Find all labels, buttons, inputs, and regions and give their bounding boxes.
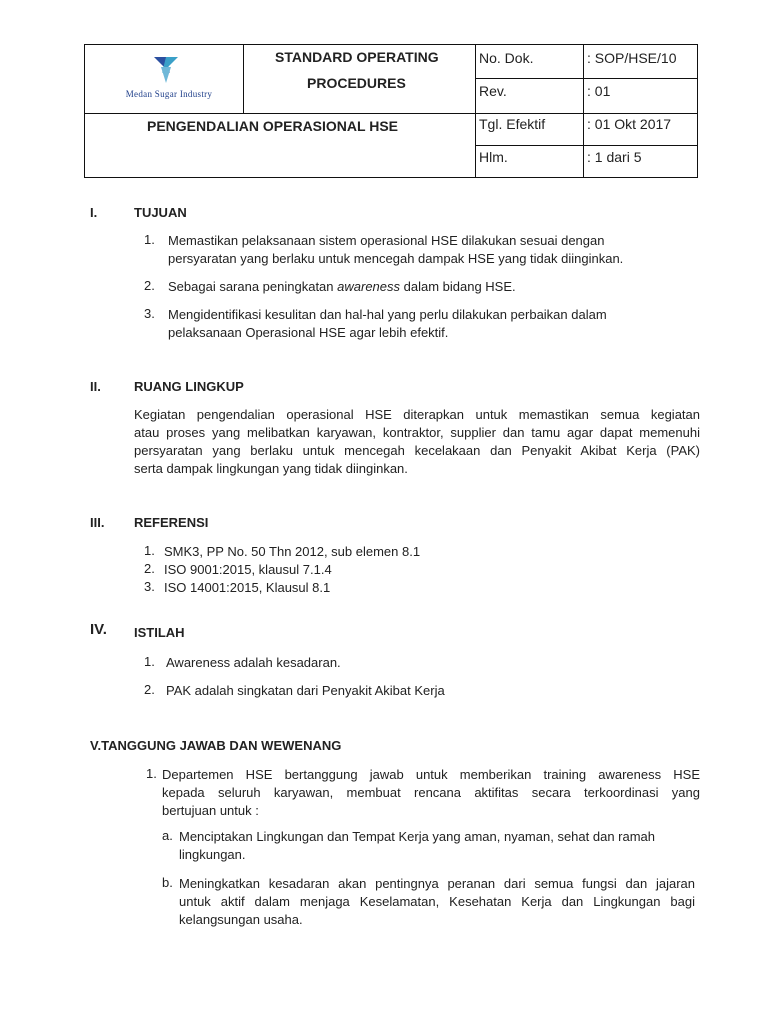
list-number: 1. bbox=[144, 232, 155, 247]
paragraph-line: serta dampak lingkungan yang tidak diinginkan. bbox=[134, 461, 408, 476]
list-number: 2. bbox=[144, 682, 155, 697]
meta-label: Tgl. Efektif bbox=[479, 116, 546, 132]
list-item-text: Sebagai sarana peningkatan bbox=[168, 279, 338, 294]
meta-value: : 01 Okt 2017 bbox=[587, 116, 672, 132]
paragraph-line: Kegiatan pengendalian operasional HSE diterapkan untuk memastikan semua kegiatan bbox=[134, 407, 700, 422]
list-number: 2. bbox=[144, 278, 155, 293]
list-item: PAK adalah singkatan dari Penyakit Akibat Kerja bbox=[166, 683, 445, 698]
company-logo bbox=[91, 53, 241, 113]
emphasis: awareness bbox=[337, 279, 401, 294]
meta-value: : SOP/HSE/10 bbox=[587, 50, 677, 66]
section-number: III. bbox=[90, 515, 105, 530]
meta-label: Rev. bbox=[479, 83, 507, 99]
section-number: II. bbox=[90, 379, 101, 394]
list-item: SMK3, PP No. 50 Thn 2012, sub elemen 8.1 bbox=[164, 544, 421, 559]
list-item-line: lingkungan. bbox=[179, 847, 246, 862]
list-number: 1. bbox=[146, 766, 157, 781]
paragraph-line: persyaratan yang berlaku untuk mencegah kecelakaan dan Penyakit Akibat Kerja (PAK) bbox=[134, 443, 700, 458]
section-title: ISTILAH bbox=[134, 625, 185, 640]
section-title: TUJUAN bbox=[134, 205, 187, 220]
divider bbox=[243, 45, 244, 113]
list-item: Awareness adalah kesadaran. bbox=[166, 655, 341, 670]
logo-mark-icon bbox=[91, 53, 241, 89]
meta-label: Hlm. bbox=[479, 149, 508, 165]
list-item-line: persyaratan yang berlaku untuk mencegah dampak HSE yang tidak diinginkan. bbox=[168, 251, 624, 266]
list-item-line: Menciptakan Lingkungan dan Tempat Kerja yang aman, nyaman, sehat dan ramah bbox=[179, 829, 656, 844]
divider bbox=[85, 113, 697, 114]
list-number: 2. bbox=[144, 561, 155, 576]
list-item bbox=[179, 875, 695, 929]
list-number: 3. bbox=[144, 306, 155, 321]
divider bbox=[475, 145, 697, 146]
section-title: RUANG LINGKUP bbox=[134, 379, 244, 394]
paragraph bbox=[134, 406, 700, 478]
meta-value: : 01 bbox=[587, 83, 611, 99]
list-number: 3. bbox=[144, 579, 155, 594]
list-number: 1. bbox=[144, 543, 155, 558]
list-item-line: Departemen HSE bertanggung jawab untuk memberikan training awareness HSE bbox=[162, 767, 700, 782]
list-item-line: untuk aktif dalam menjaga Keselamatan, Kesehatan Kerja dan Lingkungan bagi bbox=[179, 894, 695, 909]
divider bbox=[475, 78, 697, 79]
list-item bbox=[168, 232, 623, 268]
list-letter: b. bbox=[162, 875, 173, 890]
list-item-line: Mengidentifikasi kesulitan dan hal-hal yang perlu dilakukan perbaikan dalam bbox=[168, 307, 607, 322]
list-item-line: kepada seluruh karyawan, membuat rencana aktifitas secara terkoordinasi yang bbox=[162, 785, 700, 800]
section-title: V.TANGGUNG JAWAB DAN WEWENANG bbox=[90, 738, 342, 753]
divider bbox=[583, 45, 584, 177]
doc-type-line2: PROCEDURES bbox=[307, 75, 406, 91]
doc-title: PENGENDALIAN OPERASIONAL HSE bbox=[147, 118, 398, 134]
list-item bbox=[168, 306, 607, 342]
list-item-line: Memastikan pelaksanaan sistem operasional HSE dilakukan sesuai dengan bbox=[168, 233, 605, 248]
list-item bbox=[162, 766, 700, 820]
section-number: I. bbox=[90, 205, 98, 220]
list-item: ISO 14001:2015, Klausul 8.1 bbox=[164, 580, 331, 595]
list-item bbox=[179, 828, 699, 864]
meta-value: : 1 dari 5 bbox=[587, 149, 642, 165]
list-item-line: bertujuan untuk : bbox=[162, 803, 259, 818]
section-number: IV. bbox=[90, 621, 107, 638]
company-name: Medan Sugar Industry bbox=[125, 89, 213, 99]
paragraph-line: atau proses yang melibatkan karyawan, kontraktor, supplier dan tamu agar dapat memenuhi bbox=[134, 425, 700, 440]
list-item-line: pelaksanaan Operasional HSE agar lebih efektif. bbox=[168, 325, 449, 340]
meta-label: No. Dok. bbox=[479, 50, 534, 66]
list-item-text: dalam bidang HSE. bbox=[400, 279, 516, 294]
list-number: 1. bbox=[144, 654, 155, 669]
list-letter: a. bbox=[162, 828, 173, 843]
document-header bbox=[84, 44, 698, 178]
doc-type-line1: STANDARD OPERATING bbox=[275, 49, 439, 65]
list-item-line: kelangsungan usaha. bbox=[179, 912, 303, 927]
list-item: ISO 9001:2015, klausul 7.1.4 bbox=[164, 562, 332, 577]
section-title: REFERENSI bbox=[134, 515, 209, 530]
list-item bbox=[168, 278, 516, 296]
list-item-line: Meningkatkan kesadaran akan pentingnya peranan dari semua fungsi dan jajaran bbox=[179, 876, 695, 891]
divider bbox=[475, 45, 476, 177]
